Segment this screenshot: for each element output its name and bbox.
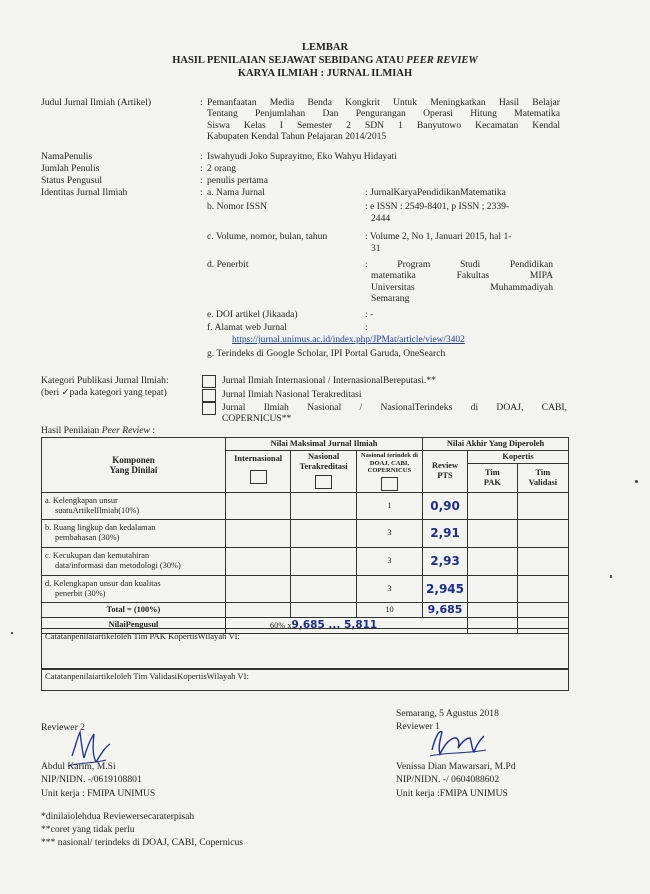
- terindeks-checkbox[interactable]: [381, 477, 398, 491]
- footnote-1: *dinilaiolehdua Reviewersecaraterpisah: [41, 811, 195, 822]
- kategori-label: Kategori Publikasi Jurnal Ilmiah:: [41, 375, 169, 386]
- index-value: g. Terindeks di Google Scholar, IPI Portal Garuda, OneSearch: [207, 348, 446, 359]
- nilai-pengusul-value: 60% x9,685 ... 5,811: [225, 617, 467, 633]
- kategori-hint: (beri ✓pada kategori yang tepat): [41, 387, 167, 398]
- reviewer2-unit: Unit kerja : FMIPA UNIMUS: [41, 788, 156, 799]
- table-row: [42, 547, 569, 575]
- identitas-label: Identitas Jurnal Ilmiah: [41, 187, 128, 198]
- row-label: a. Kelengkapan unsur suatuArtikelIlmiah(10%): [42, 492, 226, 519]
- nasional-checkbox[interactable]: [315, 475, 332, 489]
- komponen-header: Komponen Yang Dinilai: [42, 438, 226, 493]
- web-label: f. Alamat web Jurnal: [207, 322, 287, 333]
- nama-jurnal-label: a. Nama Jurnal: [207, 187, 265, 198]
- row-score: 0,90: [423, 492, 468, 519]
- terindeks-header: Nasional terindek di DOAJ, CABI, COPERNICUS: [356, 451, 422, 493]
- signing-date: Semarang, 5 Agustus 2018: [396, 708, 499, 719]
- row-max: 3: [356, 575, 422, 602]
- kategori-checkbox-internasional[interactable]: [202, 375, 216, 388]
- jumlah-label: Jumlah Penulis: [41, 163, 100, 174]
- scan-speck: [610, 575, 612, 578]
- reviewer1-signature-icon: [428, 724, 490, 762]
- colon: :: [200, 97, 203, 108]
- judul-value: Pemanfaatan Media Benda Kongkrit Untuk Meningkatkan Hasil Belajar Tentang Penjumlahan Dan Pengurangan Operasi Hitung Matematika Siswa Kelas I Semester 2 SDN 1 Banyutowo Kecamatan Kendal Kabupaten Kendal Tahun Pelajaran 2014/2015: [207, 97, 560, 143]
- issn-label: b. Nomor ISSN: [207, 201, 267, 212]
- row-score: 2,91: [423, 519, 468, 547]
- nilai-akhir-header: Nilai Akhir Yang Diperoleh: [423, 438, 569, 451]
- row-score: 2,93: [423, 547, 468, 575]
- penerbit-label: d. Penerbit: [207, 259, 249, 270]
- volume-label: c. Volume, nomor, bulan, tahun: [207, 231, 328, 242]
- reviewer1-nidn: NIP/NIDN. -/ 0604088602: [396, 774, 500, 785]
- catatan-pak-box[interactable]: Catatanpenilaiartikeloleh Tim PAK KopertisWilayah VI:: [41, 628, 569, 670]
- internasional-checkbox[interactable]: [250, 470, 267, 484]
- scan-speck: [11, 632, 13, 634]
- review-pts-header: Review PTS: [423, 451, 468, 493]
- doi-value: : -: [365, 309, 374, 320]
- row-max: 3: [356, 519, 422, 547]
- total-max: 10: [356, 602, 422, 617]
- row-max: 3: [356, 547, 422, 575]
- issn-value: : e ISSN : 2549-8401, p ISSN ; 2339-: [365, 201, 510, 212]
- kopertis-header: Kopertis: [468, 451, 569, 464]
- kategori-opt-internasional: Jurnal Ilmiah Internasional / InternasionalBereputasi.**: [222, 375, 436, 386]
- status-value: penulis pertama: [207, 175, 269, 186]
- doc-title-line2: HASIL PENILAIAN SEJAWAT SEBIDANG ATAU PEER REVIEW: [172, 55, 478, 66]
- doi-label: e. DOI artikel (Jikaada): [207, 309, 298, 320]
- total-score: 9,685: [423, 602, 468, 617]
- reviewer1-unit: Unit kerja :FMIPA UNIMUS: [396, 788, 508, 799]
- scan-speck: [635, 480, 638, 483]
- kategori-opt-terindeks: Jurnal Ilmiah Nasional / NasionalTerindeks di DOAJ, CABI, COPERNICUS**: [222, 402, 567, 425]
- doc-title-line1: LEMBAR: [301, 42, 349, 53]
- jumlah-value: 2 orang: [207, 163, 237, 174]
- nama-jurnal-value: : JurnalKaryaPendidikanMatematika: [365, 187, 506, 198]
- journal-web-link[interactable]: https://jurnal.unimus.ac.id/index.php/JPMat/article/view/3402: [232, 335, 465, 345]
- judul-label: Judul Jurnal Ilmiah (Artikel): [41, 97, 152, 108]
- total-row: [42, 602, 569, 617]
- doc-title-line3: KARYA ILMIAH : JURNAL ILMIAH: [237, 68, 413, 79]
- kategori-checkbox-terindeks[interactable]: [202, 402, 216, 415]
- nasional-header: Nasional Terakreditasi: [291, 451, 356, 493]
- row-score: 2,945: [423, 575, 468, 602]
- nilai-pengusul-label: NilaiPengusul: [42, 617, 226, 633]
- issn-value-2: 2444: [371, 213, 391, 224]
- volume-value: : Volume 2, No 1, Januari 2015, hal 1-: [365, 231, 512, 242]
- hasil-penilaian-label: Hasil Penilaian Peer Review :: [41, 425, 156, 436]
- penulis-value: Iswahyudi Joko Suprayitno, Eko Wahyu Hidayati: [207, 151, 397, 162]
- reviewer2-nidn: NIP/NIDN. -/0619108801: [41, 774, 142, 785]
- row-label: b. Ruang lingkup dan kedalaman pembahasan (30%): [42, 519, 226, 547]
- penulis-label: NamaPenulis: [41, 151, 93, 162]
- total-label: Total = (100%): [42, 602, 226, 617]
- row-max: 1: [356, 492, 422, 519]
- volume-value-2: 31: [371, 243, 381, 254]
- row-label: d. Kelengkapan unsur dan kualitas penerbit (30%): [42, 575, 226, 602]
- table-row: [42, 492, 569, 519]
- table-row: [42, 575, 569, 602]
- internasional-header: Internasional: [225, 451, 290, 493]
- reviewer2-title: Reviewer 2: [41, 722, 85, 733]
- penerbit-value: : Program Studi Pendidikan matematika Fakultas MIPA Universitas Muhammadiyah Semarang: [365, 259, 553, 305]
- document-page: LEMBAR HASIL PENILAIAN SEJAWAT SEBIDANG ATAU PEER REVIEW KARYA ILMIAH : JURNAL ILMIAH Judul Jurnal Ilmiah (Artikel) : Pemanfaatan Media Benda Kongkrit Untuk Meningkatkan Hasil Belajar Tentang Penjumlahan Dan Pengurangan Operasi Hitung Matematika Siswa Kelas I Semester 2 SDN 1 Banyutowo Kecamatan Kendal Kabupaten Kendal Tahun Pelajaran 2014/2015 NamaPenulis : Iswahyudi Joko Suprayitno, Eko Wahyu Hidayati Jumlah Penulis : 2 orang Status Pengusul : penulis pertama Identitas Jurnal Ilmiah : a. Nama Jurnal : JurnalKaryaPendidikanMatematika b. Nomor ISSN : e ISSN : 2549-8401, p ISSN ; 2339- 2444 c. Volume, nomor, bulan, tahun : Volume 2, No 1, Januari 2015, hal 1- 31 d. Penerbit : Program Studi Pendidikan matematika Fakultas MIPA Universitas Muhammadiyah Semarang e. DOI artikel (Jikaada) : - f. Alamat web Jurnal : https://jurnal.unimus.ac.id/index.php/JPMat/article/view/3402 g. Terindeks di Google Scholar, IPI Portal Garuda, OneSearch Kategori Publikasi Jurnal Ilmiah: (beri ✓pada kategori yang tepat) Jurnal Ilmiah Internasional / InternasionalBereputasi.** Jurnal Ilmiah Nasional Terakreditasi Jurnal Ilmiah Nasional / NasionalTerindeks di DOAJ, CABI, COPERNICUS** Hasil Penilaian Peer Review : Komponen Yang Dinilai Nilai Maksimal Jurnal Ilmiah Nilai Akhir Yang Diperoleh Internasional Nasional Terakreditasi Nasional terindek di DOAJ, CABI, COPERNICUS Review PTS Kopertis Tim PAK Tim Validasi a. Kelengkapan unsur suatuArtikelIlmiah(10%) 1 0,90 b. Ruang lingkup dan kedalaman pembahasan (30%) 3 2,91 c. Kecukupan dan kemutahiran data/informasi dan metodologi (30%) 3 2,93 d. Kelengkapan unsur dan kualitas penerbit (30%) 3 2,945 Total = (100%) 10 9,685 NilaiPengusul 60% x9,685 ... 5,811 Catatanpenilaiartikeloleh Tim PAK KopertisWilayah VI: Catatanpenilaiartikeloleh Tim ValidasiKopertisWilayah VI: Reviewer 2 Abdul Karim, M.Si NIP/NIDN. -/0619108801 Unit kerja : FMIPA UNIMUS Semarang, 5 Agustus 2018 Reviewer 1 Venissa Dian Mawarsari, M.Pd NIP/NIDN. -/ 0604088602 Unit kerja :FMIPA UNIMUS *dinilaiolehdua Reviewersecaraterpisah **coret yang tidak perlu *** nasional/ terindeks di DOAJ, CABI, Copernicus: [0, 0, 650, 894]
- tim-validasi-header: Tim Validasi: [517, 464, 568, 493]
- footnote-2: **coret yang tidak perlu: [41, 824, 135, 835]
- web-colon: :: [365, 322, 368, 333]
- reviewer1-name: Venissa Dian Mawarsari, M.Pd: [396, 761, 516, 772]
- footnote-3: *** nasional/ terindeks di DOAJ, CABI, Copernicus: [41, 837, 243, 848]
- catatan-validasi-box[interactable]: Catatanpenilaiartikeloleh Tim ValidasiKopertisWilayah VI:: [41, 668, 569, 691]
- reviewer1-title: Reviewer 1: [396, 721, 440, 732]
- kategori-checkbox-terakreditasi[interactable]: [202, 389, 216, 402]
- status-label: Status Pengusul: [41, 175, 103, 186]
- tim-pak-header: Tim PAK: [468, 464, 518, 493]
- reviewer2-name: Abdul Karim, M.Si: [41, 761, 116, 772]
- table-row: [42, 519, 569, 547]
- row-label: c. Kecukupan dan kemutahiran data/informasi dan metodologi (30%): [42, 547, 226, 575]
- kategori-opt-terakreditasi: Jurnal Ilmiah Nasional Terakreditasi: [222, 389, 362, 400]
- score-table: [41, 437, 569, 634]
- nilai-maks-header: Nilai Maksimal Jurnal Ilmiah: [225, 438, 422, 451]
